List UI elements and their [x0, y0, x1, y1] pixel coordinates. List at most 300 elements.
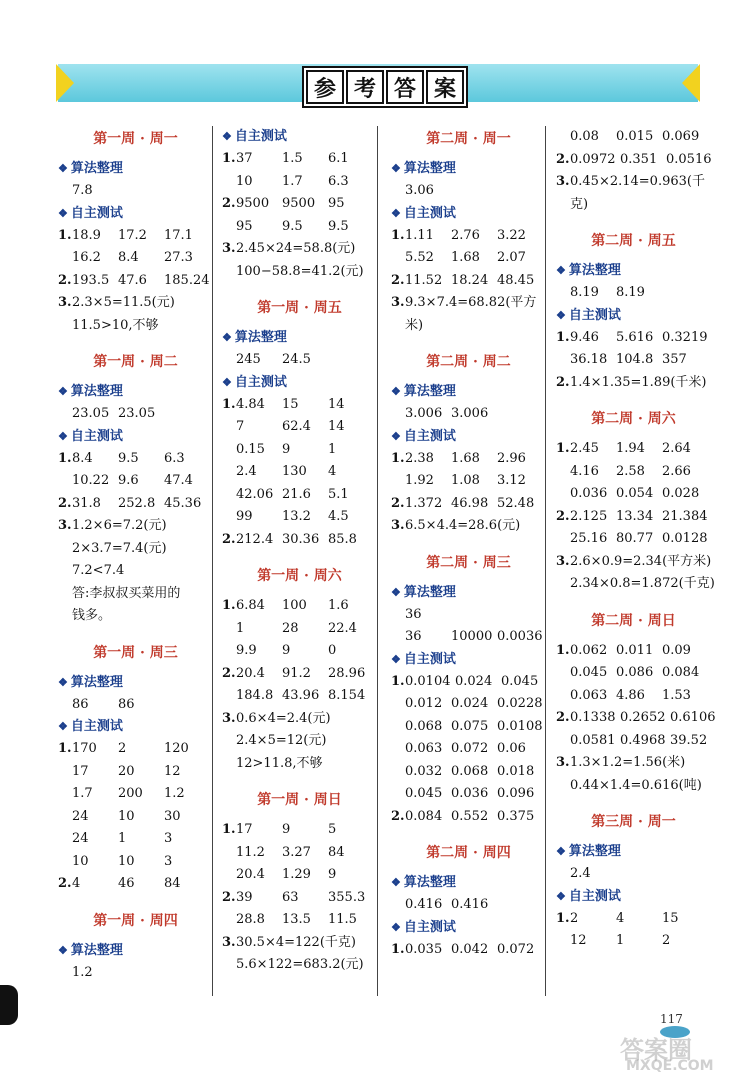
- answer-text: 克): [570, 196, 589, 212]
- answer-value: 2.4: [236, 464, 257, 479]
- answer-line: [58, 225, 213, 248]
- answer-text: 0.45×2.14=0.963(千: [570, 174, 705, 189]
- diamond-icon: ❖: [58, 429, 68, 443]
- answer-line: [222, 730, 377, 753]
- answer-value: 0.036: [451, 786, 489, 801]
- question-number: 3.: [556, 755, 570, 770]
- question-number: 2.: [58, 876, 72, 891]
- answer-line: [58, 247, 213, 270]
- answer-text: 2.4×5=12(元): [236, 733, 327, 748]
- answer-line: [222, 595, 377, 618]
- answer-value: 0.084: [662, 665, 700, 680]
- answer-value: 91.2: [282, 665, 311, 681]
- question-number: 1.: [556, 642, 570, 658]
- subsection-label: 算法整理: [234, 330, 287, 345]
- answer-line: [58, 694, 213, 717]
- answer-value: 2: [662, 933, 671, 948]
- subsection-heading: [58, 672, 213, 694]
- question-number: 2.: [58, 495, 72, 511]
- question-number: 1.: [222, 598, 236, 613]
- answer-line: [222, 484, 377, 507]
- answer-value: 2.07: [497, 250, 526, 265]
- answer-line: [556, 349, 711, 372]
- question-number: 2.: [58, 272, 72, 288]
- question-number: 1.: [222, 822, 236, 837]
- answer-value: 0.06: [497, 741, 526, 756]
- answer-value: 1.92: [405, 473, 434, 488]
- diamond-icon: ❖: [58, 206, 68, 220]
- answer-value: 170: [72, 741, 97, 756]
- answer-value: 0.072: [497, 941, 535, 957]
- answer-text: 9.3×7.4=68.82(平方: [405, 295, 537, 310]
- answer-value: 0.0128: [662, 531, 708, 546]
- answer-value: 21.6: [282, 486, 311, 502]
- answer-line: [556, 149, 711, 172]
- answer-line: [58, 493, 213, 516]
- section-heading: 第一周 · 周日: [257, 792, 342, 808]
- subsection-heading: [58, 158, 213, 180]
- answer-value: 28.8: [236, 912, 265, 927]
- answer-value: 4: [328, 464, 337, 479]
- answer-value: 18.9: [72, 227, 101, 243]
- answer-value: 30: [164, 808, 181, 824]
- column-divider: [377, 126, 378, 996]
- answer-line: [222, 261, 377, 284]
- question-number: 1.: [222, 396, 236, 412]
- answer-value: 8.4: [118, 250, 139, 265]
- answer-value: 21.384: [662, 508, 708, 524]
- answer-line: [391, 448, 546, 471]
- answer-value: 4.84: [236, 396, 265, 412]
- answer-value: 84: [328, 844, 345, 860]
- answer-value: 84: [164, 876, 181, 891]
- answer-value: 9: [282, 643, 291, 658]
- answer-line: [556, 327, 711, 350]
- subsection-label: 算法整理: [70, 161, 123, 176]
- subsection-label: 算法整理: [403, 584, 456, 600]
- subsection-label: 自主测试: [70, 428, 123, 444]
- section-heading: 第二周 · 周日: [591, 612, 676, 629]
- answer-value: 3.06: [405, 183, 434, 198]
- answer-value: 0.018: [497, 763, 535, 779]
- answer-value: 12: [570, 933, 587, 948]
- answer-value: 212.4: [236, 531, 274, 547]
- question-number: 3.: [222, 241, 236, 256]
- answer-line: [58, 270, 213, 293]
- answer-value: 9500: [282, 196, 316, 211]
- question-number: 2.: [391, 808, 405, 824]
- answer-line: [391, 761, 546, 784]
- diamond-icon: ❖: [58, 385, 68, 398]
- answer-value: 2.125: [570, 508, 608, 524]
- answer-value: 43.96: [282, 688, 320, 703]
- question-number: 3.: [391, 518, 405, 533]
- answer-value: 36: [405, 606, 422, 622]
- question-number: 1.: [391, 450, 405, 466]
- diamond-icon: ❖: [58, 943, 68, 957]
- answer-value: 86: [72, 696, 89, 712]
- answer-value: 0.416: [451, 897, 489, 912]
- banner-right-arrow: [682, 64, 700, 102]
- answer-value: 13.34: [616, 508, 654, 524]
- diamond-icon: ❖: [556, 308, 566, 322]
- answer-line: [222, 909, 377, 932]
- diamond-icon: ❖: [391, 206, 401, 220]
- answer-line: [222, 439, 377, 462]
- answer-value: 0.0972: [570, 151, 616, 167]
- answer-value: 10000: [451, 629, 493, 644]
- spacer: [556, 596, 711, 608]
- title-char: 考: [346, 70, 384, 104]
- answer-line: [556, 528, 711, 551]
- subsection-label: 自主测试: [403, 651, 456, 667]
- answer-line: [58, 738, 213, 761]
- answer-line: [391, 894, 546, 917]
- subsection-heading: [391, 872, 546, 894]
- answer-text: 米): [405, 317, 424, 333]
- answer-value: 0.0104: [405, 673, 451, 689]
- answer-line: [222, 416, 377, 439]
- answer-line: [58, 448, 213, 471]
- answer-value: 3.22: [497, 227, 526, 243]
- answer-line: [556, 506, 711, 529]
- subsection-label: 自主测试: [234, 374, 287, 390]
- title-char: 参: [306, 70, 344, 104]
- answer-value: 252.8: [118, 495, 156, 511]
- question-number: 3.: [58, 295, 72, 310]
- spacer: [58, 896, 213, 908]
- answer-line: [58, 292, 213, 315]
- diamond-icon: ❖: [58, 675, 68, 689]
- answer-value: 11.52: [405, 272, 443, 288]
- answer-value: 0.096: [497, 786, 535, 801]
- answer-text: 12>11.8,不够: [236, 755, 323, 771]
- answer-value: 1: [118, 831, 127, 846]
- answer-line: [222, 618, 377, 641]
- answer-value: 37: [236, 151, 253, 166]
- answer-value: 0: [328, 643, 337, 658]
- answer-line: [391, 292, 546, 315]
- answer-line: [222, 238, 377, 261]
- answer-line: [556, 775, 711, 798]
- answer-value: 20.4: [236, 867, 265, 882]
- answer-text: 0.44×1.4=0.616(吨): [570, 777, 702, 793]
- spacer: [58, 628, 213, 640]
- answer-line: [391, 693, 546, 716]
- answer-line: [222, 864, 377, 887]
- spacer: [556, 216, 711, 228]
- answer-line: [391, 470, 546, 493]
- question-number: 2.: [222, 196, 236, 211]
- answer-value: 3: [164, 831, 173, 846]
- spacer: [391, 828, 546, 840]
- answer-value: 6.1: [328, 151, 349, 166]
- subsection-label: 算法整理: [568, 263, 621, 278]
- answer-value: 9: [328, 867, 337, 882]
- answer-value: 80.77: [616, 531, 654, 546]
- question-number: 3.: [58, 518, 72, 533]
- answer-value: 15: [662, 910, 679, 926]
- answer-value: 185.24: [164, 272, 210, 288]
- answer-value: 2.64: [662, 441, 691, 456]
- answer-line: [556, 194, 711, 217]
- answer-value: 8.19: [616, 285, 645, 300]
- diamond-icon: ❖: [222, 375, 232, 389]
- answer-column-4: [556, 126, 716, 953]
- answer-line: [556, 863, 711, 886]
- answer-value: 193.5: [72, 272, 110, 288]
- answer-text: 2.3×5=11.5(元): [72, 295, 175, 310]
- answer-line: [556, 171, 711, 194]
- answer-value: 0.0228: [497, 696, 543, 711]
- question-number: 1.: [222, 151, 236, 166]
- spacer: [58, 337, 213, 349]
- answer-value: 2.66: [662, 463, 691, 479]
- answer-value: 9.5: [282, 218, 303, 234]
- section-heading: 第二周 · 周六: [591, 411, 676, 427]
- answer-line: [556, 282, 711, 305]
- answer-value: 0.072: [451, 741, 489, 756]
- answer-text: 2.34×0.8=1.872(千克): [570, 576, 715, 591]
- answer-value: 0.045: [405, 786, 443, 801]
- answer-text: 1.4×1.35=1.89(千米): [570, 374, 707, 390]
- answer-value: 0.08: [570, 129, 599, 144]
- answer-value: 7: [236, 419, 245, 434]
- answer-value: 27.3: [164, 250, 193, 265]
- answer-value: 17.1: [164, 227, 193, 243]
- answer-value: 1.5: [282, 151, 303, 166]
- answer-value: 0.09: [662, 642, 691, 658]
- answer-value: 10: [118, 808, 135, 824]
- subsection-heading: [222, 327, 377, 349]
- answer-line: [556, 640, 711, 663]
- question-number: 1.: [391, 941, 405, 957]
- answer-line: [58, 403, 213, 426]
- answer-value: 0.032: [405, 763, 443, 779]
- answer-text: 7.2<7.4: [72, 563, 125, 578]
- answer-text: 30.5×4=122(千克): [236, 934, 356, 950]
- answer-value: 130: [282, 464, 307, 479]
- answer-value: 5.52: [405, 250, 434, 265]
- answer-value: 30.36: [282, 531, 320, 547]
- page-title: [302, 66, 468, 108]
- answer-value: 9.9: [236, 643, 257, 658]
- answer-line: [58, 315, 213, 338]
- answer-value: 1.2: [72, 964, 93, 980]
- subsection-heading: [556, 305, 711, 327]
- answer-line: [556, 483, 711, 506]
- column-divider: [212, 126, 213, 996]
- answer-value: 1.08: [451, 473, 480, 488]
- answer-line: [58, 515, 213, 538]
- answer-value: 8.4: [72, 450, 93, 466]
- answer-line: [556, 461, 711, 484]
- page-number: 117: [660, 1012, 683, 1026]
- answer-value: 62.4: [282, 419, 311, 434]
- answer-line: [222, 954, 377, 977]
- answer-value: 0.4968: [620, 732, 666, 748]
- answer-text: 100−58.8=41.2(元): [236, 263, 364, 279]
- answer-value: 14: [328, 396, 345, 412]
- answer-line: [222, 842, 377, 865]
- diamond-icon: ❖: [391, 920, 401, 934]
- subsection-label: 算法整理: [403, 161, 456, 176]
- diamond-icon: ❖: [556, 845, 566, 858]
- answer-value: 9.5: [118, 450, 139, 466]
- answer-value: 10: [72, 853, 89, 869]
- answer-line: [556, 438, 711, 461]
- answer-value: 2: [570, 910, 579, 926]
- answer-line: [556, 730, 711, 753]
- answer-value: 0.068: [451, 763, 489, 779]
- answer-value: 0.552: [451, 808, 489, 824]
- diamond-icon: ❖: [58, 162, 68, 175]
- answer-value: 6.3: [164, 450, 185, 466]
- answer-value: 24: [72, 808, 89, 824]
- answer-value: 9.46: [570, 329, 599, 345]
- answer-value: 0.351: [620, 151, 658, 167]
- answer-value: 1: [616, 933, 625, 948]
- answer-value: 13.2: [282, 509, 311, 524]
- answer-value: 1.7: [282, 173, 303, 189]
- diamond-icon: ❖: [222, 130, 232, 143]
- answer-text: 5.6×122=683.2(元): [236, 957, 364, 972]
- answer-value: 0.035: [405, 941, 443, 957]
- answer-value: 1: [236, 620, 245, 636]
- diamond-icon: ❖: [556, 264, 566, 277]
- diamond-icon: ❖: [391, 429, 401, 443]
- section-heading: 第二周 · 周五: [591, 233, 676, 249]
- answer-value: 95: [328, 196, 345, 211]
- answer-line: [391, 247, 546, 270]
- answer-value: 48.45: [497, 272, 535, 288]
- answer-value: 20.4: [236, 665, 265, 681]
- answer-line: [556, 707, 716, 730]
- question-number: 1.: [58, 450, 72, 466]
- answer-value: 85.8: [328, 531, 357, 547]
- section-heading: 第三周 · 周一: [591, 814, 676, 830]
- subsection-heading: [391, 158, 546, 180]
- answer-value: 9500: [236, 196, 270, 211]
- subsection-heading: [222, 126, 377, 148]
- answer-value: 17: [72, 763, 89, 779]
- answer-value: 4.5: [328, 509, 349, 524]
- answer-value: 0.068: [405, 718, 443, 734]
- answer-value: 2.45: [570, 441, 599, 456]
- subsection-label: 自主测试: [403, 919, 456, 935]
- answer-value: 14: [328, 419, 345, 434]
- answer-value: 28: [282, 620, 299, 636]
- answer-value: 4.16: [570, 463, 599, 479]
- answer-line: [58, 806, 213, 829]
- answer-value: 0.045: [501, 673, 539, 689]
- answer-text: 2.45×24=58.8(元): [236, 241, 356, 256]
- question-number: 1.: [391, 673, 405, 689]
- subsection-label: 自主测试: [70, 205, 123, 221]
- question-number: 2.: [556, 151, 570, 167]
- answer-value: 1.29: [282, 867, 311, 882]
- answer-value: 0.375: [497, 808, 535, 824]
- subsection-heading: [58, 426, 213, 448]
- answer-value: 0.063: [570, 687, 608, 703]
- answer-value: 11.2: [236, 844, 265, 860]
- answer-line: [391, 270, 546, 293]
- answer-value: 99: [236, 509, 253, 524]
- answer-line: [222, 461, 377, 484]
- answer-value: 5: [328, 822, 337, 837]
- question-number: 3.: [556, 553, 570, 569]
- answer-line: [391, 225, 546, 248]
- answer-value: 11.5: [328, 912, 357, 927]
- question-number: 1.: [556, 910, 570, 926]
- answer-value: 17: [236, 822, 253, 837]
- subsection-label: 自主测试: [70, 719, 123, 734]
- subsection-heading: [58, 940, 213, 962]
- answer-line: [556, 930, 711, 953]
- answer-line: [391, 180, 546, 203]
- answer-value: 1.53: [662, 687, 691, 703]
- answer-value: 20: [118, 763, 135, 779]
- answer-text: 2.6×0.9=2.34(平方米): [570, 553, 712, 569]
- banner-left-arrow: [56, 64, 74, 102]
- section-heading: 第一周 · 周四: [93, 912, 178, 929]
- answer-value: 46: [118, 876, 135, 891]
- question-number: 3.: [222, 934, 236, 950]
- subsection-heading: [556, 841, 711, 863]
- answer-value: 7.8: [72, 183, 93, 198]
- answer-value: 2.58: [616, 463, 645, 479]
- question-number: 1.: [58, 741, 72, 756]
- answer-value: 8.154: [328, 688, 366, 703]
- answer-value: 1.68: [451, 450, 480, 466]
- answer-value: 46.98: [451, 495, 489, 511]
- answer-value: 0.6106: [670, 710, 716, 725]
- title-char: 案: [426, 70, 464, 104]
- question-number: 1.: [556, 329, 570, 345]
- answer-value: 10.22: [72, 473, 110, 488]
- answer-value: 47.6: [118, 272, 147, 288]
- subsection-heading: [58, 381, 213, 403]
- answer-line: [222, 663, 377, 686]
- question-number: 2.: [556, 508, 570, 524]
- diamond-icon: ❖: [58, 720, 68, 733]
- answer-line: [556, 908, 711, 931]
- question-number: 2.: [391, 495, 405, 511]
- answer-value: 0.045: [570, 665, 608, 680]
- answer-value: 17.2: [118, 227, 147, 243]
- section-heading: 第二周 · 周四: [426, 845, 511, 861]
- answer-value: 0.024: [451, 696, 489, 711]
- question-number: 3.: [391, 295, 405, 310]
- answer-value: 45.36: [164, 495, 202, 511]
- answer-line: [391, 939, 546, 962]
- answer-value: 355.3: [328, 889, 366, 905]
- answer-text: 2×3.7=7.4(元): [72, 540, 167, 556]
- answer-line: [58, 783, 213, 806]
- answer-value: 0.1338: [570, 710, 616, 725]
- answer-line: [391, 626, 546, 649]
- answer-value: 0.0581: [570, 732, 616, 748]
- subsection-heading: [391, 426, 546, 448]
- answer-value: 13.5: [282, 912, 311, 927]
- section-heading: 第二周 · 周一: [426, 131, 511, 147]
- answer-value: 0.011: [616, 642, 654, 658]
- answer-line: [58, 962, 213, 985]
- answer-value: 95: [236, 218, 253, 234]
- subsection-heading: [556, 260, 711, 282]
- answer-value: 36: [405, 629, 422, 644]
- question-number: 2.: [556, 710, 570, 725]
